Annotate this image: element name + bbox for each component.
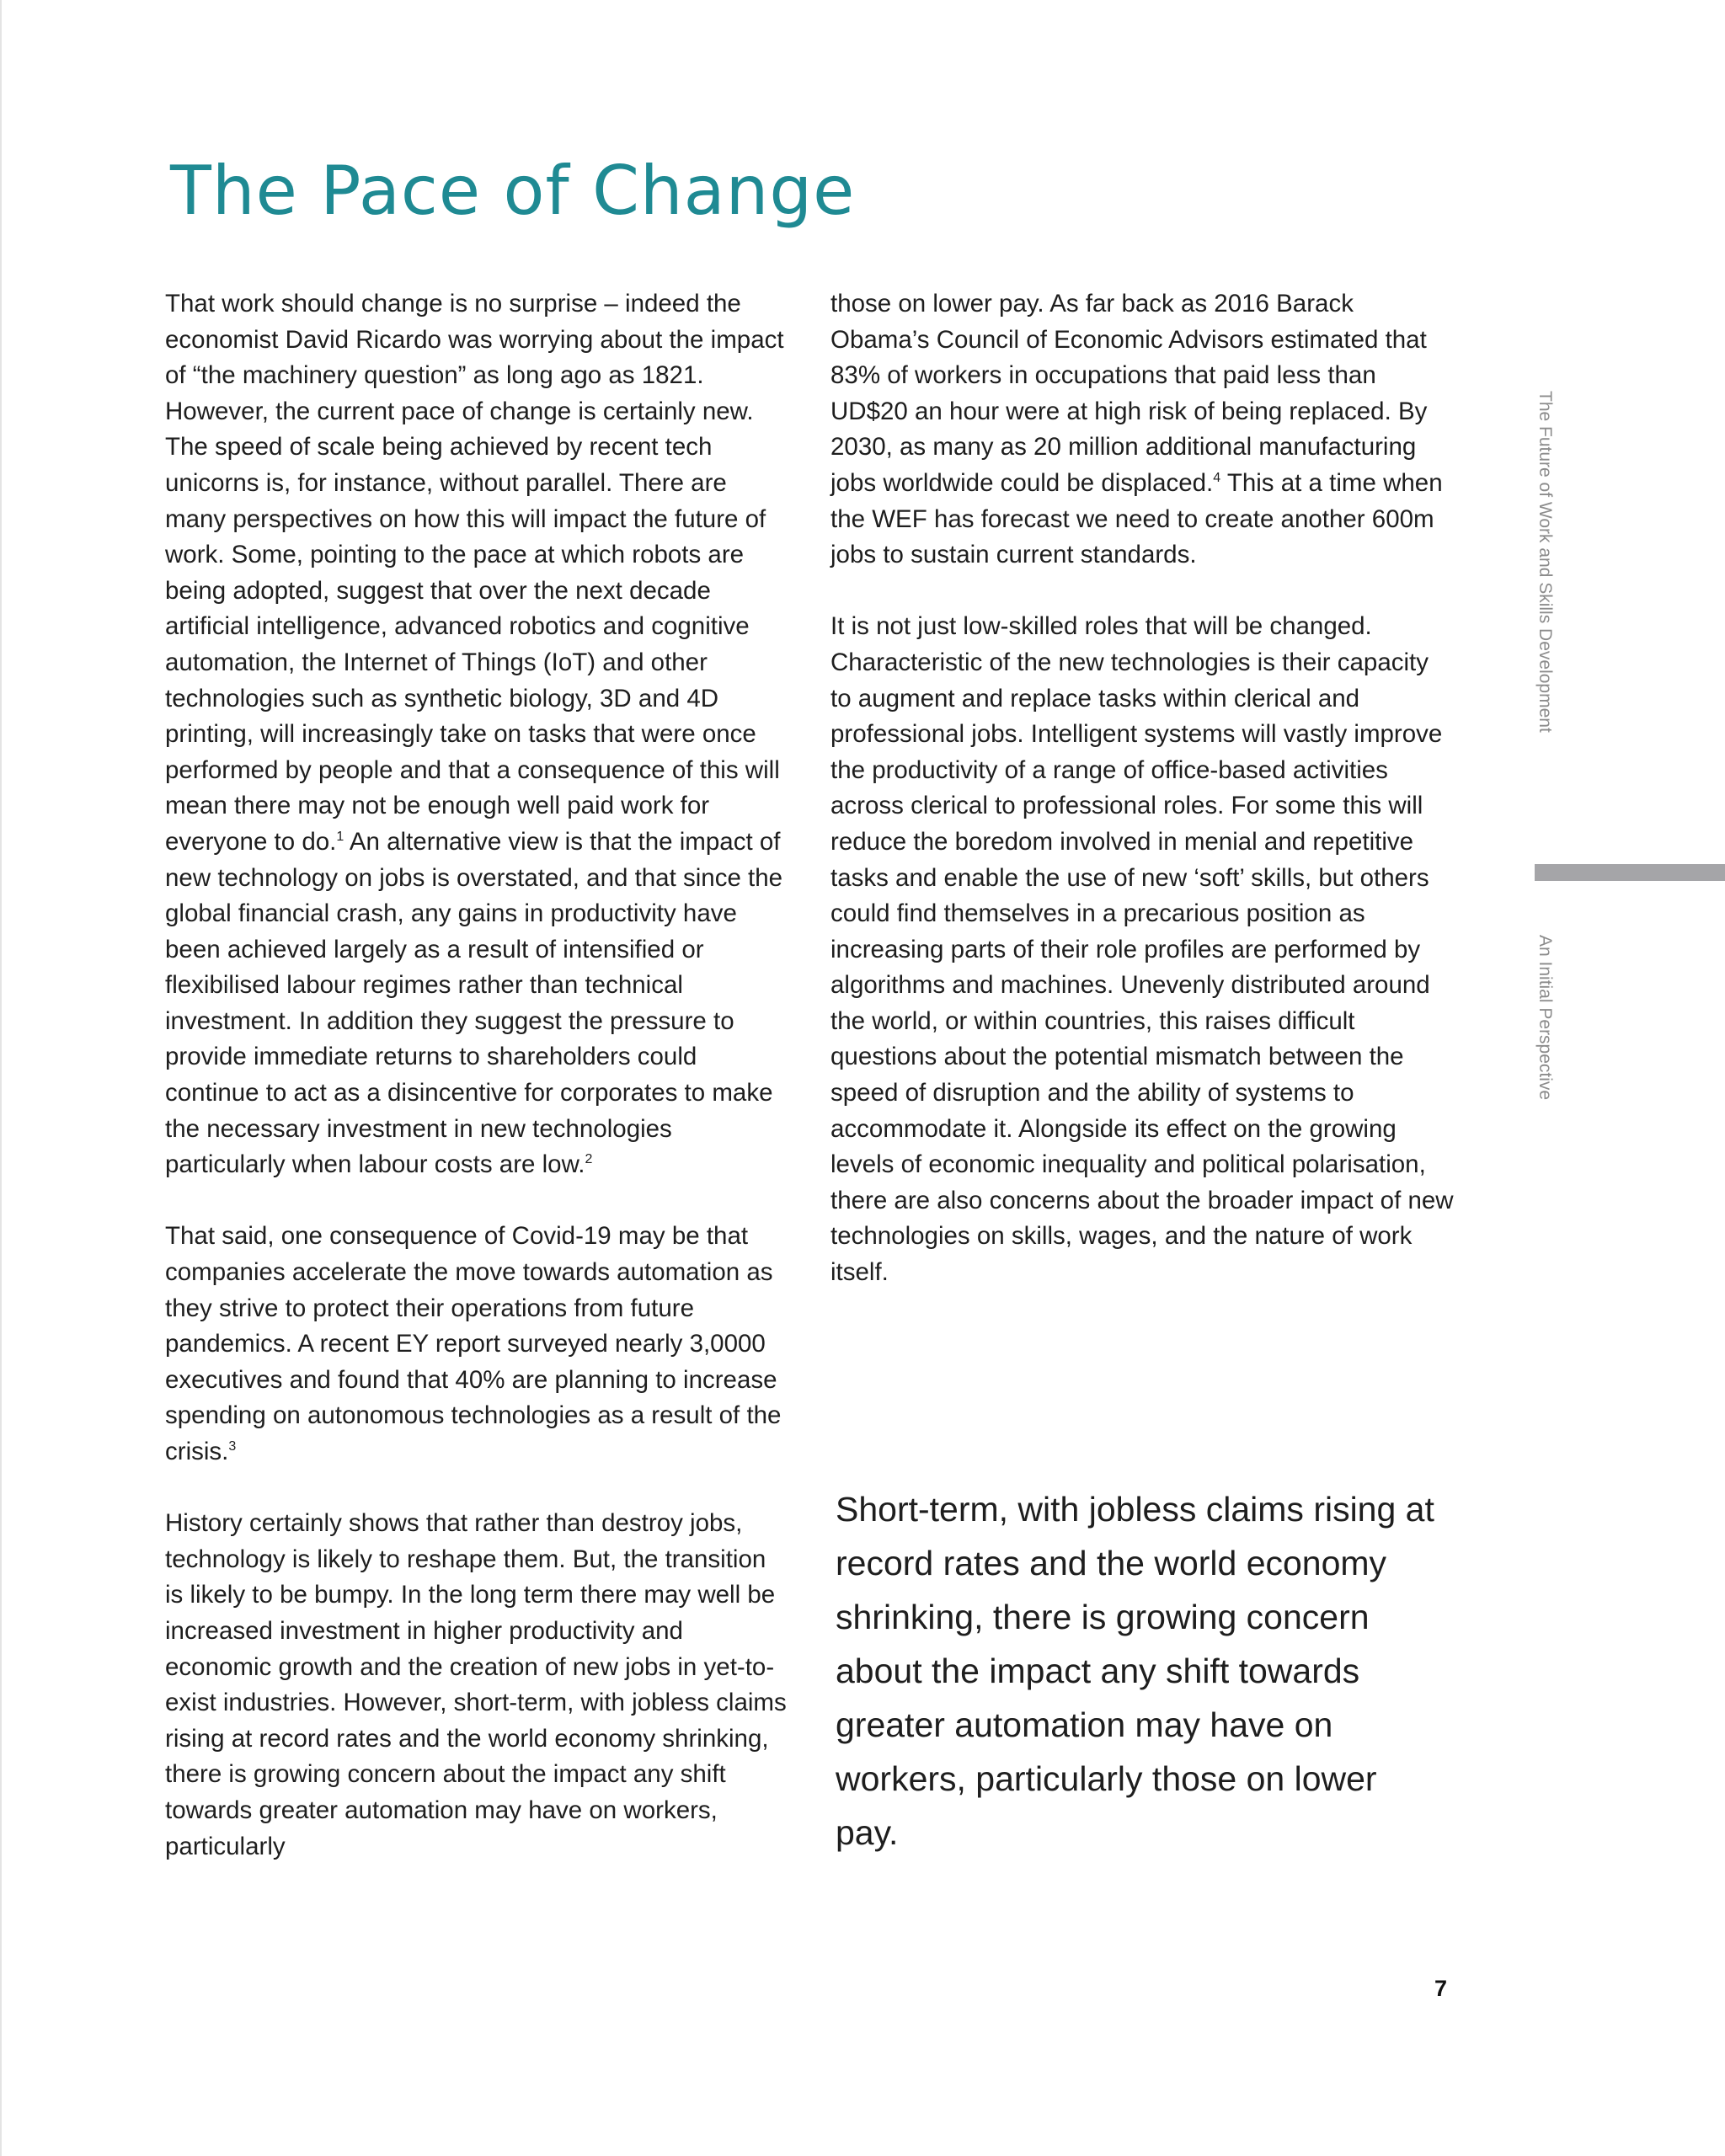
paragraph: That said, one consequence of Covid-19 may be that companies accelerate the move towards automation as they strive to protect their operations from future pandemics. A recent EY report surveyed nearly 3,0000 executives and found that 40% are planning to increase spending on autonomous technologies as a result of the crisis.$^3$ — [165, 1222, 782, 1465]
sidebar-divider-bar — [1535, 864, 1725, 881]
paragraph: those on lower pay. As far back as 2016 Barack Obama’s Council of Economic Advisors estimated that 83% of workers in occupations that paid less than UD$20 an hour were at high risk of being replaced. By 2030, as many as 20 million additional manufacturing jobs worldwide could be displaced.$^4$ This at a time when the WEF has forecast we need to create another 600m jobs to sustain current standards. — [830, 290, 1443, 569]
paragraph: It is not just low-skilled roles that will be changed. Characteristic of the new technologies is their capacity to augment and replace tasks within clerical and professional jobs. Intelligent systems will vastly improve the productivity of a range of office-based activities across clerical to professional roles. For some this will reduce the boredom involved in menial and repetitive tasks and enable the use of new ‘soft’ skills, but others could find themselves in a precarious position as increasing parts of their role profiles are performed by algorithms and machines. Unevenly distributed around the world, or within countries, this raises difficult questions about the potential mismatch between the speed of disruption and the ability of systems to accommodate it. Alongside its effect on the growing levels of economic inequality and political polarisation, there are also concerns about the broader impact of new technologies on skills, wages, and the nature of work itself. — [830, 612, 1454, 1287]
footnote-ref: 1 — [336, 830, 344, 845]
page-edge — [0, 0, 2, 2156]
page-title: The Pace of Change — [170, 152, 856, 230]
left-column — [165, 286, 788, 1865]
paragraph: That work should change is no surprise – indeed the economist David Ricardo was worrying about the impact of “the machinery question” as long ago as 1821. However, the current pace of change is certainly new. The speed of scale being achieved by recent tech unicorns is, for instance, without parallel. There are many perspectives on how this will impact the future of work. Some, pointing to the pace at which robots are being adopted, suggest that over the next decade artificial intelligence, advanced robotics and cognitive automation, the Internet of Things (IoT) and other technologies such as synthetic biology, 3D and 4D printing, will increasingly take on tasks that were once performed by people and that a consequence of this will mean there may not be enough well paid work for everyone to do.$^1$ An alternative view is that the impact of new technology on jobs is overstated, and that since the global financial crash, any gains in productivity have been achieved largely as a result of intensified or flexibilised labour regimes rather than technical investment. In addition they suggest the pressure to provide immediate returns to shareholders could continue to act as a disincentive for corporates to make the necessary investment in new technologies particularly when labour costs are low.$^2$ — [165, 290, 784, 1179]
sidebar-label-section: An Initial Perspective — [1535, 935, 1555, 1101]
page-number: 7 — [1434, 1976, 1447, 2001]
footnote-ref: 2 — [585, 1152, 593, 1167]
sidebar-label-document-title: The Future of Work and Skills Development — [1535, 391, 1555, 733]
footnote-ref: 4 — [1213, 471, 1221, 486]
right-column — [830, 286, 1454, 1291]
footnote-ref: 3 — [228, 1439, 237, 1454]
paragraph: History certainly shows that rather than destroy jobs, technology is likely to reshape them. But, the transition is likely to be bumpy. In the long term there may well be increased investment in higher productivity and economic growth and the creation of new jobs in yet-to-exist industries. However, short-term, with jobless claims rising at record rates and the world economy shrinking, there is growing concern about the impact any shift towards greater automation may have on workers, particularly — [165, 1509, 787, 1860]
pull-quote: Short-term, with jobless claims rising at record rates and the world economy shrinking, there is growing concern about the impact any shift towards greater automation may have on workers, particularly those on lower pay. — [836, 1490, 1434, 1852]
